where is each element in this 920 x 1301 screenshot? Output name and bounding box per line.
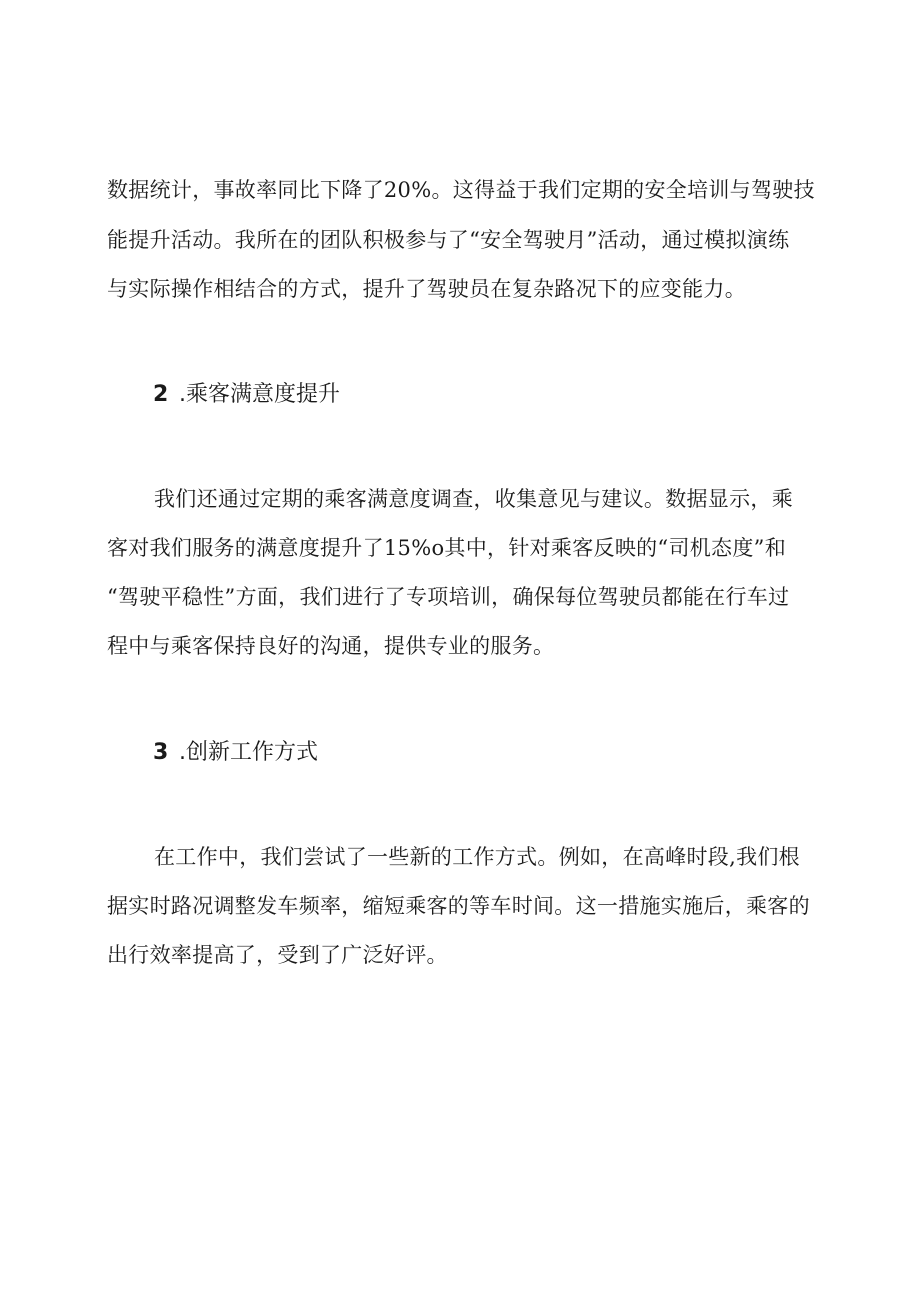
section-number: 2 [153, 382, 169, 407]
paragraph-line: “驾驶平稳性”方面，我们进行了专项培训，确保每位驾驶员都能在行车过 [107, 585, 790, 609]
section-number: 3 [153, 740, 169, 765]
section-title: .创新工作方式 [179, 740, 318, 765]
section-title: .乘客满意度提升 [179, 382, 340, 407]
paragraph-line: 数据统计，事故率同比下降了20%。这得益于我们定期的安全培训与驾驶技 [107, 178, 815, 202]
paragraph-line: 能提升活动。我所在的团队积极参与了“安全驾驶月”活动，通过模拟演练 [107, 228, 790, 252]
paragraph-line: 与实际操作相结合的方式，提升了驾驶员在复杂路况下的应变能力。 [107, 277, 746, 301]
section-heading-innovation [153, 738, 318, 768]
paragraph-line: 客对我们服务的满意度提升了15%o其中，针对乘客反映的“司机态度”和 [107, 536, 786, 560]
paragraph-line: 在工作中，我们尝试了一些新的工作方式。例如，在高峰时段,我们根 [154, 845, 800, 869]
paragraph-line: 出行效率提高了，受到了广泛好评。 [107, 943, 448, 967]
paragraph-line: 程中与乘客保持良好的沟通，提供专业的服务。 [107, 634, 555, 658]
paragraph-line: 据实时路况调整发车频率，缩短乘客的等车时间。这一措施实施后，乘客的 [107, 894, 810, 918]
paragraph-line: 我们还通过定期的乘客满意度调查，收集意见与建议。数据显示，乘 [154, 487, 793, 511]
section-heading-passenger-satisfaction [153, 380, 340, 410]
